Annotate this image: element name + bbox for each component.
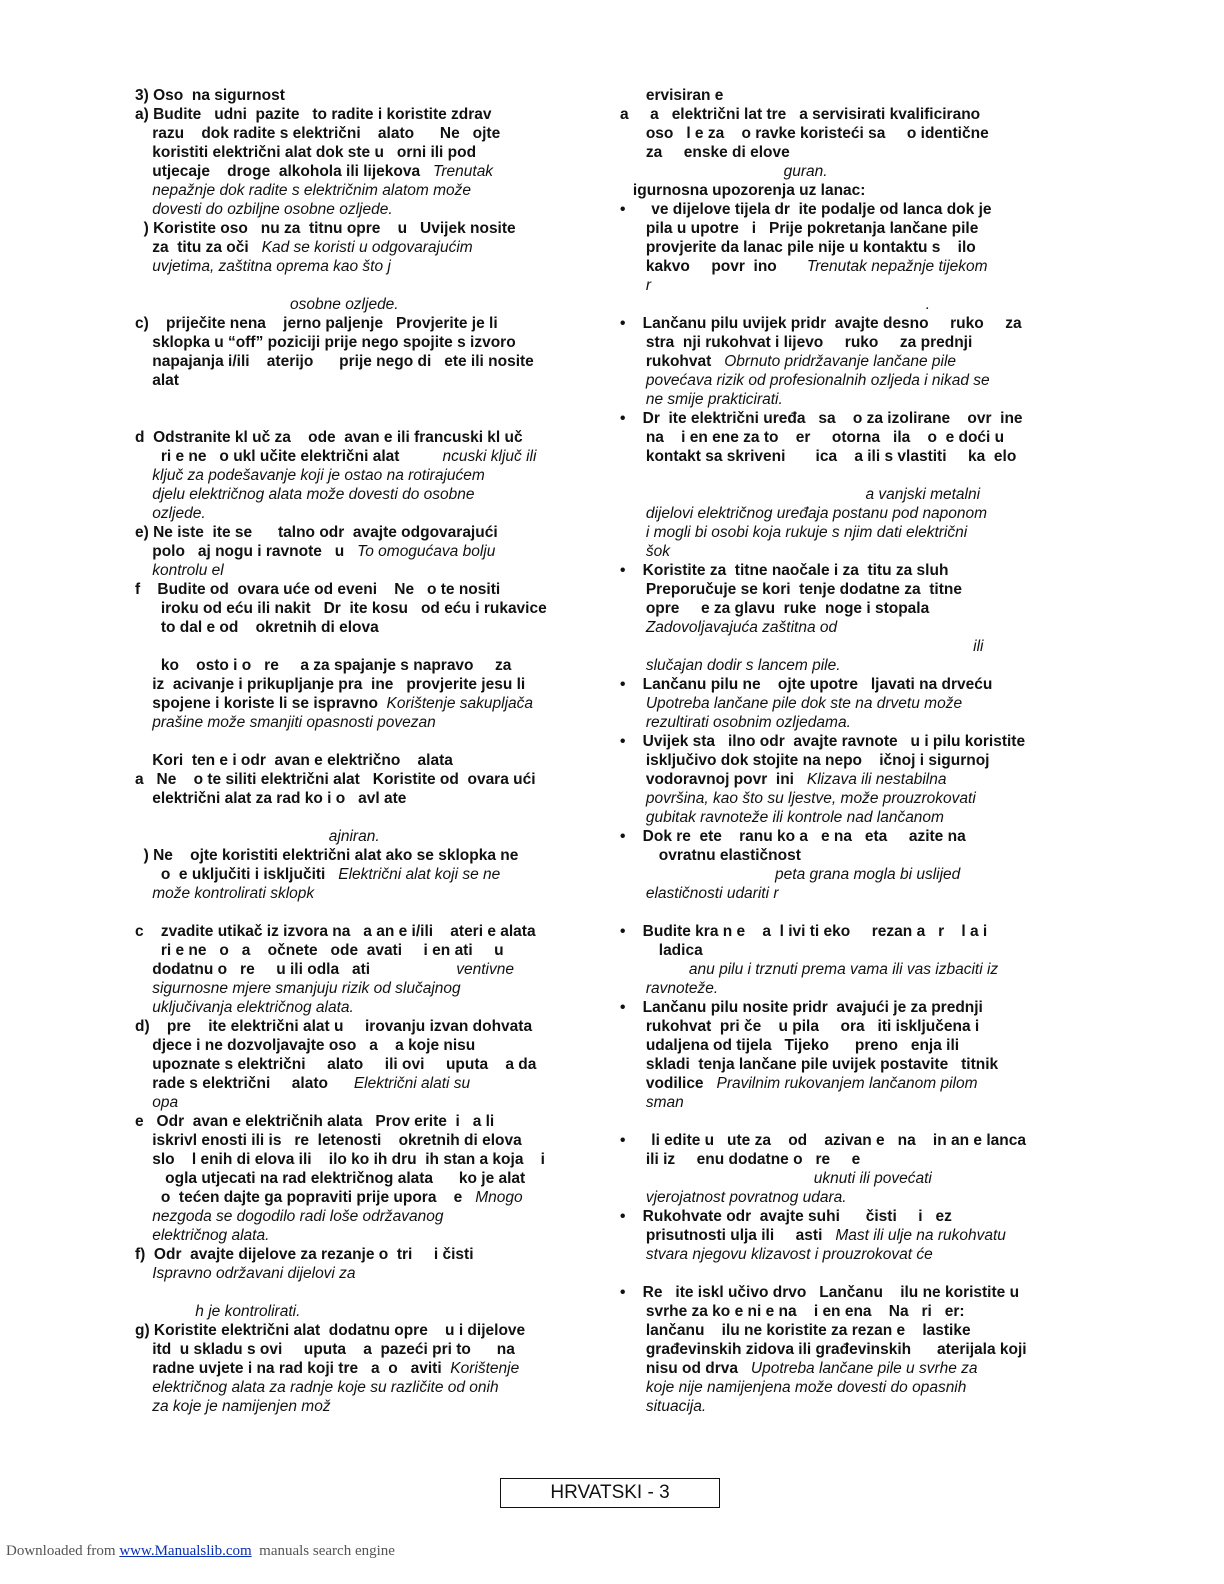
line-text: • li edite u ute za od azivan e na in an e lanca <box>620 1132 1026 1149</box>
line-text: e Odr avan e električnih alata Prov erite i a li <box>135 1113 495 1130</box>
text-line <box>620 770 946 789</box>
text-line <box>135 143 476 162</box>
line-text: ključ za podešavanje koji je ostao na rotirajućem <box>135 467 485 484</box>
line-text: • Lančanu pilu ne ojte upotre ljavati na drveću <box>620 676 993 693</box>
line-text: isključivo dok stojite na nepo ičnoj i sigurnoj <box>620 752 990 769</box>
line-text: dovesti do ozbiljne osobne ozljede. <box>135 201 393 218</box>
text-line <box>135 1264 356 1283</box>
text-line <box>620 485 980 504</box>
text-line <box>620 162 828 181</box>
text-line <box>135 504 206 523</box>
line-text: guran. <box>620 163 828 180</box>
text-line <box>620 1036 959 1055</box>
text-line <box>620 1321 971 1340</box>
text-line <box>135 694 533 713</box>
line-text: ovratnu elastičnost <box>620 847 801 864</box>
text-line <box>620 1131 1026 1150</box>
text-line <box>135 523 498 542</box>
line-text: stra nji rukohvat i lijevo ruko za prednji <box>620 334 973 351</box>
text-line <box>135 1055 536 1074</box>
line-text: vjerojatnost povratnog udara. <box>620 1189 847 1206</box>
text-line <box>135 1150 545 1169</box>
text-line <box>135 428 523 447</box>
text-line <box>620 656 841 675</box>
text-line <box>135 333 516 352</box>
line-italic-tail: Trenutak <box>420 163 494 180</box>
text-line <box>135 922 536 941</box>
line-text: lančanu ilu ne koristite za rezan e lastike <box>620 1322 971 1339</box>
line-text: nepažnje dok radite s električnim alatom može <box>135 182 471 199</box>
line-italic-tail: Korištenje sakupljača <box>377 695 534 712</box>
line-text: • Dr ite električni uređa sa o za izolirane ovr ine <box>620 410 1023 427</box>
text-line <box>135 105 492 124</box>
line-text: a) Budite udni pazite to radite i koristite zdrav <box>135 106 492 123</box>
text-line <box>620 580 962 599</box>
line-text: • Koristite za titne naočale i za titu za sluh <box>620 562 949 579</box>
line-text: utjecaje droge alkohola ili lijekova <box>135 163 421 180</box>
text-line <box>135 295 399 314</box>
page-label: HRVATSKI - 3 <box>550 1482 670 1503</box>
text-line <box>620 808 944 827</box>
line-italic-tail: ventivne <box>370 961 514 978</box>
line-text: djece i ne dozvoljavajte oso a a koje nisu <box>135 1037 476 1054</box>
line-text: ko osto i o re a za spajanje s napravo za <box>135 657 512 674</box>
line-text: to dal e od okretnih di elova <box>135 619 379 636</box>
text-line <box>620 143 790 162</box>
line-text: ladica <box>620 942 703 959</box>
line-text: slučajan dodir s lancem pile. <box>620 657 841 674</box>
text-line <box>135 846 518 865</box>
text-line <box>620 846 801 865</box>
text-line <box>620 751 989 770</box>
line-text: koje nije namijenjena može dovesti do opasnih <box>620 1379 967 1396</box>
text-line <box>135 1017 532 1036</box>
line-text: sigurnosne mjere smanjuju rizik od slučajnog <box>135 980 461 997</box>
line-text: osobne ozljede. <box>135 296 399 313</box>
line-text: • Uvijek sta ilno odr avajte ravnote u i pilu koristite <box>620 733 1026 750</box>
text-line <box>135 257 391 276</box>
text-line <box>135 713 436 732</box>
text-line <box>135 1207 444 1226</box>
line-italic-tail: Električni alati su <box>327 1075 471 1092</box>
line-text: kakvo povr ino <box>620 258 777 275</box>
text-line <box>620 694 962 713</box>
line-text: oso l e za o ravke koristeći sa o identične <box>620 125 989 142</box>
line-italic-tail: Električni alat koji se ne <box>325 866 501 883</box>
line-text: ogla utjecati na rad električnog alata ko je alat <box>135 1170 526 1187</box>
line-text: g) Koristite električni alat dodatnu opre u i dijelove <box>135 1322 526 1339</box>
text-line <box>135 770 536 789</box>
page-number-box <box>500 1478 720 1508</box>
download-note <box>6 1543 395 1560</box>
line-text: anu pilu i trznuti prema vama ili vas izbaciti iz <box>620 961 999 978</box>
text-line <box>620 1055 998 1074</box>
line-text: svrhe za ko e ni e na i en ena Na ri er: <box>620 1303 965 1320</box>
line-text: peta grana mogla bi uslijed <box>620 866 961 883</box>
text-line <box>135 1074 470 1093</box>
text-line <box>135 219 516 238</box>
text-line <box>620 827 966 846</box>
line-text: gubitak ravnoteže ili kontrole nad lančanom <box>620 809 944 826</box>
text-line <box>135 865 500 884</box>
text-line <box>135 1378 499 1397</box>
line-text: prisutnosti ulja ili asti <box>620 1227 823 1244</box>
line-text: i mogli bi osobi koja rukuje s njim dati električni <box>620 524 968 541</box>
line-italic-tail: Pravilnim rukovanjem lančanom pilom <box>703 1075 978 1092</box>
line-italic-tail: Trenutak nepažnje tijekom <box>776 258 988 275</box>
line-text: sman <box>620 1094 684 1111</box>
text-line <box>620 124 989 143</box>
text-line <box>135 789 406 808</box>
text-line <box>135 827 380 846</box>
line-text: Kori ten e i odr avan e električno alata <box>135 752 453 769</box>
line-text: Upotreba lančane pile dok ste na drvetu može <box>620 695 963 712</box>
line-text: e) Ne iste ite se talno odr avajte odgovarajući <box>135 524 498 541</box>
line-text: skladi tenja lančane pile uvijek postavite titnik <box>620 1056 999 1073</box>
text-line <box>620 523 967 542</box>
text-line <box>620 428 1004 447</box>
line-text: vodoravnoj povr ini <box>620 771 794 788</box>
line-text: ervisiran e <box>620 87 724 104</box>
line-text: električnog alata za radnje koje su različite od onih <box>135 1379 499 1396</box>
line-text: o tećen dajte ga popraviti prije upora e <box>135 1189 463 1206</box>
text-line <box>620 1302 965 1321</box>
text-line <box>620 257 988 276</box>
text-line <box>135 447 536 466</box>
download-suffix: manuals search engine <box>251 1543 395 1559</box>
line-text: ili iz enu dodatne o re e <box>620 1151 861 1168</box>
text-line <box>620 1245 933 1264</box>
text-line <box>620 295 930 314</box>
line-text: ozljede. <box>135 505 206 522</box>
line-text: rukohvat <box>620 353 712 370</box>
line-text: • Lančanu pilu nosite pridr avajući je za prednji <box>620 999 983 1016</box>
text-line <box>620 371 990 390</box>
line-text: • Rukohvate odr avajte suhi čisti i ez <box>620 1208 952 1225</box>
line-text: opa <box>135 1094 179 1111</box>
text-line <box>620 1188 847 1207</box>
line-text: udaljena od tijela Tijeko preno enja ili <box>620 1037 960 1054</box>
line-text: situacija. <box>620 1398 707 1415</box>
line-text: razu dok radite s električni alato Ne ojte <box>135 125 501 142</box>
text-line <box>620 675 992 694</box>
line-text: ri e ne o ukl učite električni alat <box>135 448 400 465</box>
text-line <box>620 618 837 637</box>
line-text: djelu električnog alata može dovesti do osobne <box>135 486 475 503</box>
text-line <box>620 789 976 808</box>
text-line <box>135 751 453 770</box>
text-line <box>620 1207 952 1226</box>
text-line <box>135 542 495 561</box>
text-line <box>620 1017 979 1036</box>
text-line <box>135 998 354 1017</box>
text-line <box>135 86 285 105</box>
text-line <box>620 884 779 903</box>
line-text: h je kontrolirati. <box>135 1303 301 1320</box>
line-italic-tail: Obrnuto pridržavanje lančane pile <box>711 353 957 370</box>
line-italic-tail: Mnogo <box>462 1189 523 1206</box>
line-text: • Re ite iskl učivo drvo Lančanu ilu ne koristite u <box>620 1284 1020 1301</box>
download-prefix: Downloaded from <box>6 1543 120 1559</box>
text-line <box>135 352 534 371</box>
manualslib-link[interactable]: www.Manualslib.com <box>119 1543 252 1559</box>
text-line <box>620 941 703 960</box>
line-text: . <box>620 296 931 313</box>
line-text: • Budite kra n e a l ivi ti eko rezan a r l a i <box>620 923 988 940</box>
line-text: kontrolu el <box>135 562 224 579</box>
line-text: građevinskih zidova ili građevinskih aterijala koji <box>620 1341 1027 1358</box>
text-line <box>620 276 651 295</box>
text-line <box>135 1131 522 1150</box>
line-text: • Dok re ete ranu ko a e na eta azite na <box>620 828 966 845</box>
text-line <box>620 238 976 257</box>
line-text: pila u upotre i Prije pokretanja lančane pile <box>620 220 979 237</box>
line-text: rade s električni alato <box>135 1075 328 1092</box>
text-line <box>620 504 987 523</box>
text-line <box>135 1397 331 1416</box>
line-text: a vanjski metalni <box>620 486 981 503</box>
text-line <box>135 466 485 485</box>
line-text: a a električni lat tre a servisirati kvalificirano <box>620 106 981 123</box>
line-italic-tail: To omogućava bolju <box>344 543 496 560</box>
text-line <box>135 561 224 580</box>
text-line <box>135 1093 178 1112</box>
line-text: nisu od drva <box>620 1360 738 1377</box>
text-line <box>620 447 1016 466</box>
text-line <box>620 713 851 732</box>
text-line <box>135 1321 525 1340</box>
line-text: napajanja i/ili aterijo prije nego di ete ili nosite <box>135 353 534 370</box>
text-line <box>135 181 471 200</box>
text-line <box>135 124 500 143</box>
line-italic-tail: Klizava ili nestabilna <box>793 771 947 788</box>
line-text: c) priječite nena jerno paljenje Provjerite je li <box>135 315 498 332</box>
line-text: električni alat za rad ko i o avl ate <box>135 790 407 807</box>
text-line <box>135 1359 519 1378</box>
text-line <box>620 561 948 580</box>
line-text: šok <box>620 543 670 560</box>
text-line <box>135 200 393 219</box>
text-line <box>620 1226 1006 1245</box>
line-text: iz acivanje i prikupljanje pra ine provjerite jesu li <box>135 676 526 693</box>
line-text: koristiti električni alat dok ste u orni ili pod <box>135 144 477 161</box>
line-text: ri e ne o a očnete ode avati i en ati u <box>135 942 504 959</box>
line-text: alat <box>135 372 179 389</box>
line-text: • Lančanu pilu uvijek pridr avajte desno ruko za <box>620 315 1022 332</box>
line-text: Preporučuje se kori tenje dodatne za titne <box>620 581 962 598</box>
text-line <box>135 941 504 960</box>
text-line <box>620 181 865 200</box>
line-text: elastičnosti udariti r <box>620 885 779 902</box>
text-line <box>620 1169 932 1188</box>
line-text: upoznate s električni alato ili ovi uputa a da <box>135 1056 537 1073</box>
text-line <box>620 998 983 1017</box>
text-line <box>620 637 983 656</box>
line-text: vodilice <box>620 1075 704 1092</box>
text-line <box>620 1397 706 1416</box>
text-line <box>135 371 179 390</box>
line-text: slo l enih di elova ili ilo ko ih dru ih stan a koja i <box>135 1151 545 1168</box>
text-line <box>135 1226 269 1245</box>
line-text: rukohvat pri če u pila ora iti isključena i <box>620 1018 980 1035</box>
line-text: Zadovoljavajuća zaštitna od <box>620 619 838 636</box>
line-text: kontakt sa skriveni ica a ili s vlastiti ka elo <box>620 448 1017 465</box>
line-text: prašine može smanjiti opasnosti povezan <box>135 714 436 731</box>
text-line <box>620 1283 1019 1302</box>
text-line <box>135 580 500 599</box>
line-text: površina, kao što su ljestve, može prouzrokovati <box>620 790 976 807</box>
text-line <box>620 1074 978 1093</box>
line-text: ne smije prakticirati. <box>620 391 783 408</box>
line-text: stvara njegovu klizavost i prouzrokovat će <box>620 1246 933 1263</box>
line-text: za enske di elove <box>620 144 790 161</box>
line-text: a Ne o te siliti električni alat Koristite od ovara ući <box>135 771 536 788</box>
line-italic-tail: Korištenje <box>441 1360 520 1377</box>
line-text: provjerite da lanac pile nije u kontaktu s ilo <box>620 239 976 256</box>
text-line <box>620 1340 1027 1359</box>
line-text: opre e za glavu ruke noge i stopala <box>620 600 930 617</box>
line-text: uknuti ili povećati <box>620 1170 932 1187</box>
line-text: f) Odr avajte dijelove za rezanje o tri i čisti <box>135 1246 474 1263</box>
line-text: uvjetima, zaštitna oprema kao što j <box>135 258 391 275</box>
line-text: sklopka u “off” poziciji prije nego spojite s izvoro <box>135 334 516 351</box>
text-line <box>620 200 992 219</box>
line-text: f Budite od ovara uće od eveni Ne o te nositi <box>135 581 501 598</box>
text-line <box>135 162 493 181</box>
text-line <box>135 238 473 257</box>
text-line <box>620 960 998 979</box>
text-line <box>620 1150 860 1169</box>
text-line <box>620 922 987 941</box>
text-line <box>135 656 511 675</box>
line-text: igurnosna upozorenja uz lanac: <box>620 182 866 199</box>
text-line <box>620 732 1025 751</box>
line-text: ) Ne ojte koristiti električni alat ako se sklopka ne <box>135 847 519 864</box>
text-line <box>135 314 498 333</box>
line-text: za titu za oči <box>135 239 249 256</box>
text-line <box>620 1093 684 1112</box>
line-text: d Odstranite kl uč za ode avan e ili francuski kl uč <box>135 429 523 446</box>
text-line <box>135 1188 523 1207</box>
text-line <box>620 979 718 998</box>
text-line <box>620 409 1023 428</box>
text-line <box>135 1245 474 1264</box>
line-text: iskrivl enosti ili is re letenosti okretnih di elova <box>135 1132 522 1149</box>
text-line <box>620 333 972 352</box>
line-text: c zvadite utikač iz izvora na a an e i/ili ateri e alata <box>135 923 536 940</box>
text-line <box>620 542 670 561</box>
line-text: itd u skladu s ovi uputa a pazeći pri to na <box>135 1341 515 1358</box>
line-text: električnog alata. <box>135 1227 270 1244</box>
text-line <box>620 314 1022 333</box>
line-italic-tail: Mast ili ulje na rukohvatu <box>822 1227 1006 1244</box>
text-line <box>620 599 929 618</box>
line-text: povećava rizik od profesionalnih ozljeda i nikad se <box>620 372 990 389</box>
text-line <box>135 884 314 903</box>
line-text: ili <box>620 638 984 655</box>
line-text: uključivanja električnog alata. <box>135 999 354 1016</box>
line-text: 3) Oso na sigurnost <box>135 87 285 104</box>
text-line <box>620 865 960 884</box>
line-text: Ispravno održavani dijelovi za <box>135 1265 356 1282</box>
text-line <box>620 1359 978 1378</box>
text-line <box>620 352 956 371</box>
text-line <box>620 86 723 105</box>
text-line <box>135 1340 515 1359</box>
text-line <box>135 675 525 694</box>
line-text: dodatnu o re u ili odla ati <box>135 961 371 978</box>
line-text: nezgoda se dogodilo radi loše održavanog <box>135 1208 444 1225</box>
line-text: za koje je namijenjen mož <box>135 1398 331 1415</box>
text-line <box>620 219 978 238</box>
line-italic-tail: Upotreba lančane pile u svrhe za <box>738 1360 978 1377</box>
text-line <box>620 105 980 124</box>
line-text: • ve dijelove tijela dr ite podalje od lanca dok je <box>620 201 992 218</box>
line-text: na i en ene za to er otorna ila o e doći u <box>620 429 1005 446</box>
text-line <box>135 960 514 979</box>
line-text: može kontrolirati sklopk <box>135 885 315 902</box>
line-text: o e uključiti i isključiti <box>135 866 326 883</box>
text-line <box>135 485 475 504</box>
line-text: ) Koristite oso nu za titnu opre u Uvijek nosite <box>135 220 516 237</box>
line-text: iroku od eću ili nakit Dr ite kosu od eću i rukavice <box>135 600 547 617</box>
text-line <box>135 599 547 618</box>
line-text: d) pre ite električni alat u irovanju izvan dohvata <box>135 1018 533 1035</box>
line-italic-tail: ncuski ključ ili <box>399 448 537 465</box>
line-text: radne uvjete i na rad koji tre a o aviti <box>135 1360 442 1377</box>
line-italic-tail: Kad se koristi u odgovarajućim <box>248 239 473 256</box>
text-line <box>135 979 461 998</box>
text-line <box>135 1036 475 1055</box>
line-text: rezultirati osobnim ozljedama. <box>620 714 851 731</box>
line-text: dijelovi električnog uređaja postanu pod naponom <box>620 505 988 522</box>
line-text: ajniran. <box>135 828 380 845</box>
line-text: ravnoteže. <box>620 980 719 997</box>
line-text: polo aj nogu i ravnote u <box>135 543 345 560</box>
text-line <box>135 1112 494 1131</box>
text-line <box>620 1378 966 1397</box>
line-text: spojene i koriste li se ispravno <box>135 695 378 712</box>
text-line <box>135 1169 525 1188</box>
text-line <box>620 390 783 409</box>
text-line <box>135 1302 300 1321</box>
line-text: r <box>620 277 651 294</box>
text-line <box>135 618 379 637</box>
